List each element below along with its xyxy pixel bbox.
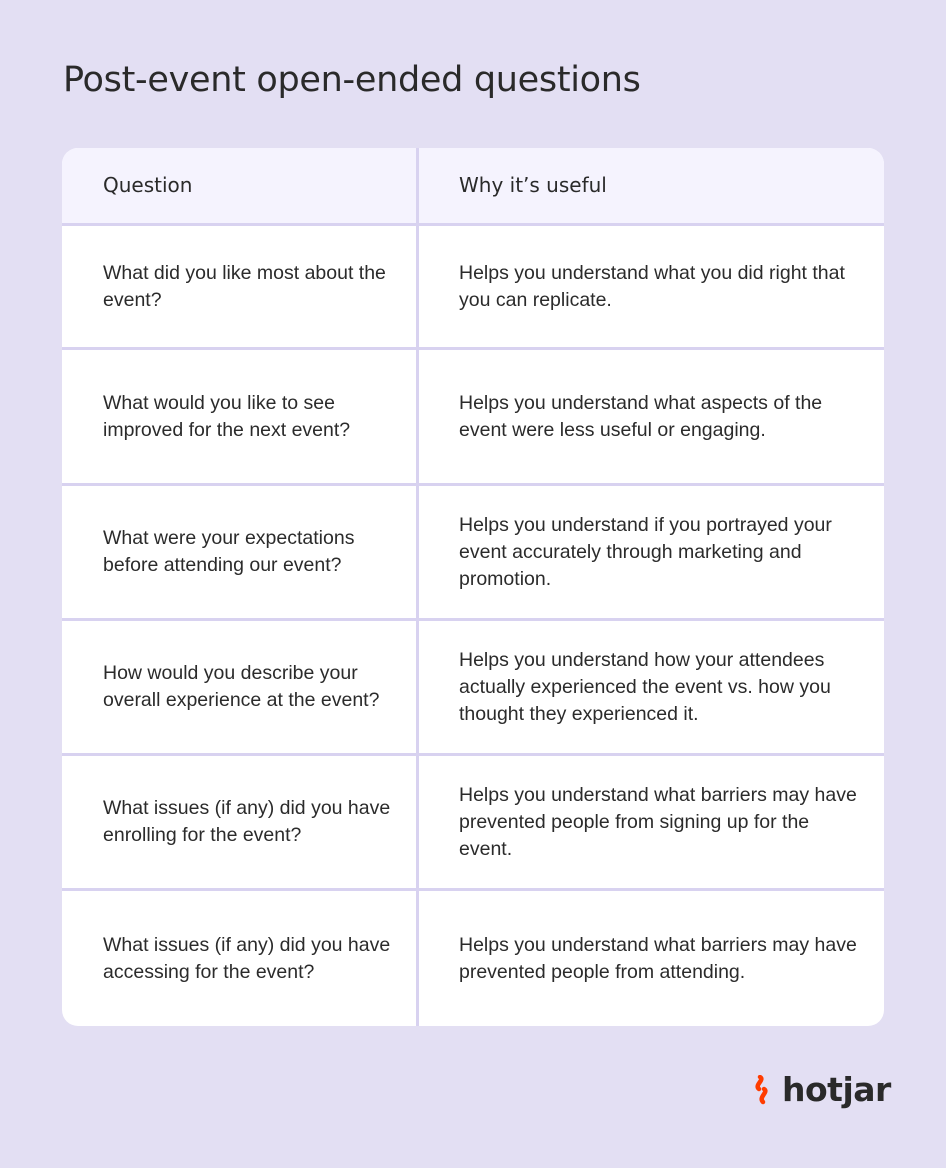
- why-cell: Helps you understand if you portrayed your event accurately through marketing and promotion.: [459, 513, 832, 590]
- table-row: [62, 226, 884, 350]
- question-cell: What issues (if any) did you have enrolling for the event?: [62, 756, 419, 888]
- table-row: [62, 756, 884, 891]
- column-header-question: Question: [62, 148, 419, 223]
- question-cell: What would you like to see improved for the next event?: [62, 350, 419, 483]
- why-cell: Helps you understand what barriers may have prevented people from signing up for the event.: [459, 783, 857, 860]
- table-row: [62, 621, 884, 756]
- why-cell: Helps you understand what aspects of the event were less useful or engaging.: [459, 391, 823, 441]
- question-cell: What did you like most about the event?: [62, 226, 419, 347]
- hotjar-logo: [748, 1072, 891, 1108]
- column-header-why: Why it’s useful: [459, 173, 607, 197]
- page-title: Post-event open-ended questions: [63, 60, 641, 100]
- question-cell: What issues (if any) did you have accessing for the event?: [62, 891, 419, 1026]
- hotjar-squiggle-icon: [748, 1075, 774, 1105]
- question-cell: What were your expectations before attending our event?: [62, 486, 419, 618]
- why-cell: Helps you understand how your attendees actually experienced the event vs. how you thought they experienced it.: [459, 648, 831, 725]
- logo-text: hotjar: [782, 1070, 891, 1109]
- why-cell: Helps you understand what you did right that you can replicate.: [459, 261, 845, 311]
- question-cell: How would you describe your overall experience at the event?: [62, 621, 419, 753]
- table-row: [62, 350, 884, 486]
- questions-table: [62, 148, 884, 1026]
- table-row: [62, 891, 884, 1026]
- why-cell: Helps you understand what barriers may have prevented people from attending.: [459, 933, 857, 983]
- table-header-row: [62, 148, 884, 226]
- table-row: [62, 486, 884, 621]
